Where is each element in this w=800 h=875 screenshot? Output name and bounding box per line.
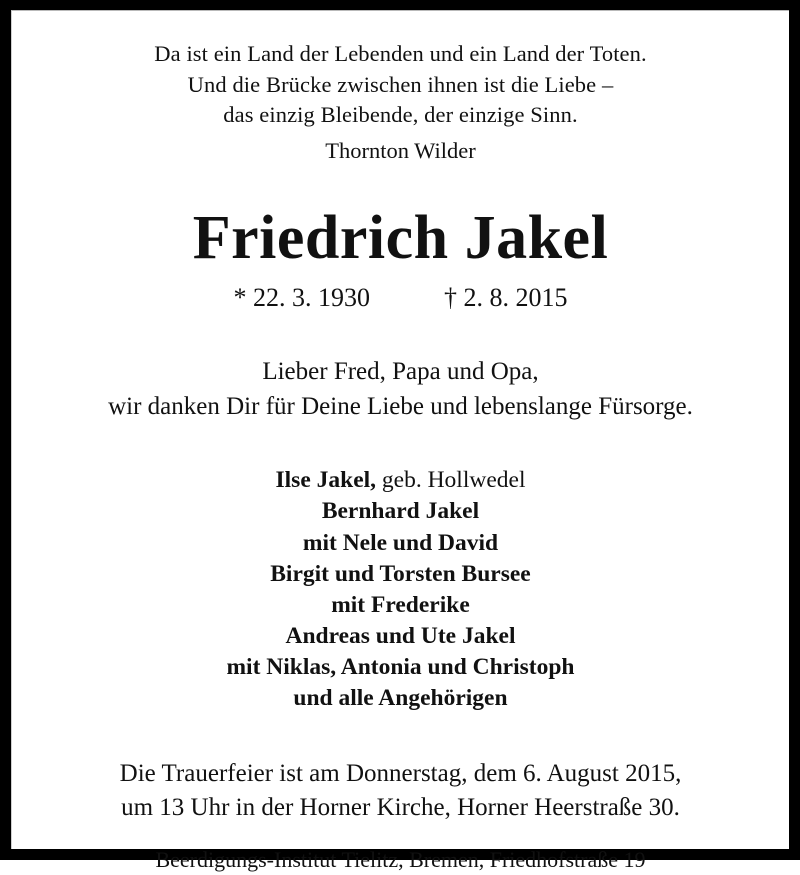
life-dates — [193, 283, 609, 313]
quotation-block — [154, 39, 646, 166]
survivor-name-bold: mit Nele und David — [302, 529, 499, 556]
survivor-name-bold: Bernhard Jakel — [321, 498, 480, 525]
survivor-line — [226, 559, 574, 590]
survivor-line — [226, 496, 574, 527]
dedication-block — [108, 355, 693, 424]
quote-attribution: Thornton Wilder — [325, 137, 476, 163]
deceased-name: Friedrich Jakel — [192, 204, 609, 273]
dedication-line-2: wir danken Dir für Deine Liebe und lebenslange Fürsorge. — [108, 392, 693, 420]
survivor-name-bold: Ilse Jakel, — [275, 467, 377, 494]
survivor-name-bold: und alle Angehörigen — [293, 684, 508, 711]
survivor-line — [226, 683, 574, 714]
deceased-name-block — [193, 206, 609, 313]
survivors-block — [226, 465, 574, 713]
survivor-line — [226, 590, 574, 621]
survivor-line — [226, 528, 574, 559]
survivor-name-bold: Birgit und Torsten Bursee — [270, 560, 531, 587]
quote-line-1: Da ist ein Land der Lebenden und ein Land der Toten. — [154, 41, 647, 66]
service-line-1: Die Trauerfeier ist am Donnerstag, dem 6. August 2015, — [119, 759, 682, 787]
survivor-name-suffix: geb. Hollwedel — [376, 467, 526, 494]
survivor-line — [226, 465, 574, 496]
survivor-line — [226, 652, 574, 683]
service-line-2: um 13 Uhr in der Horner Kirche, Horner Heerstraße 30. — [121, 794, 680, 822]
birth-date: * 22. 3. 1930 — [233, 283, 370, 313]
survivor-line — [226, 621, 574, 652]
obituary-card — [11, 10, 789, 872]
funeral-home-credit: Beerdigungs-Institut Tielitz, Bremen, Friedhofstraße 19 — [155, 846, 646, 872]
quote-line-3: das einzig Bleibende, der einzige Sinn. — [223, 102, 578, 128]
quote-line-2: Und die Brücke zwischen ihnen ist die Liebe – — [187, 71, 614, 97]
dedication-line-1: Lieber Fred, Papa und Opa, — [262, 358, 539, 386]
survivor-name-bold: mit Niklas, Antonia und Christoph — [226, 653, 575, 680]
survivor-name-bold: Andreas und Ute Jakel — [285, 622, 516, 649]
death-date: † 2. 8. 2015 — [444, 283, 568, 313]
survivor-name-bold: mit Frederike — [331, 591, 470, 618]
service-details-block — [120, 757, 682, 875]
